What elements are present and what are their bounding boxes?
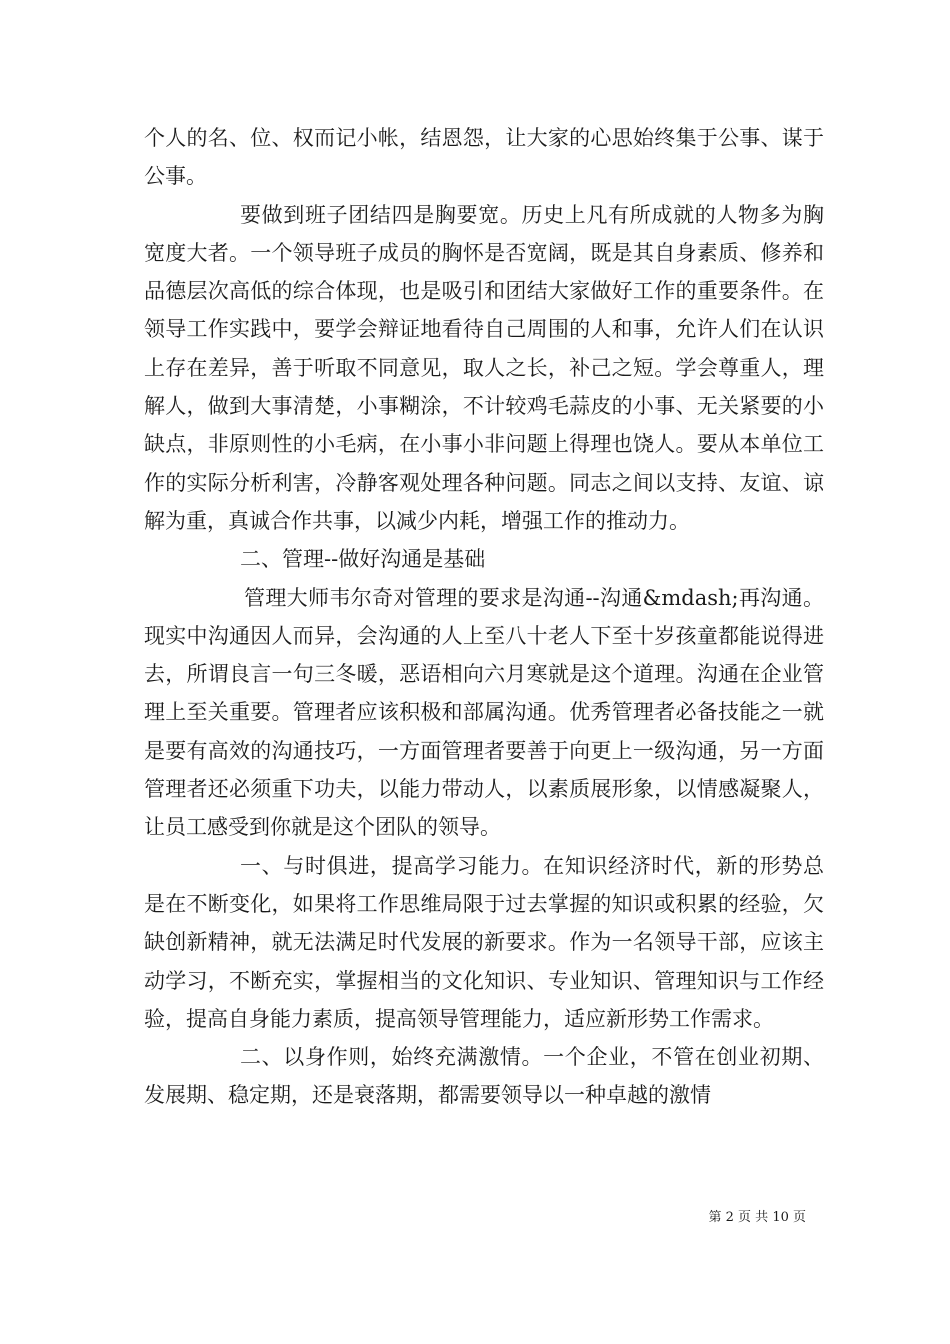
- document-body: [144, 119, 824, 1115]
- page-number-footer: 第 2 页 共 10 页: [708, 1210, 806, 1225]
- section-heading-management: 二、管理--做好沟通是基础: [240, 547, 486, 572]
- paragraph-learning-ability: 一、与时俱进，提高学习能力。在知识经济时代，新的形势总是在不断变化，如果将工作思维局限于过去掌握的知识或积累的经验，欠缺创新精神，就无法满足时代发展的新要求。作为一名领导干部，应该主动学习，不断充实，掌握相当的文化知识、专业知识、管理知识与工作经验，提高自身能力素质，提高领导管理能力，适应新形势工作需求。: [144, 853, 824, 1031]
- paragraph-continuation: 个人的名、位、权而记小帐，结恩怨，让大家的心思始终集于公事、谋于公事。: [144, 126, 824, 189]
- paragraph-broad-mind: 要做到班子团结四是胸要宽。历史上凡有所成就的人物多为胸宽度大者。一个领导班子成员的胸怀是否宽阔，既是其自身素质、修养和品德层次高低的综合体现，也是吸引和团结大家做好工作的重要条件。在领导工作实践中，要学会辩证地看待自己周围的人和事，允许人们在认识上存在差异，善于听取不同意见，取人之长，补己之短。学会尊重人，理解人，做到大事清楚，小事糊涂，不计较鸡毛蒜皮的小事、无关紧要的小缺点，非原则性的小毛病，在小事小非问题上得理也饶人。要从本单位工作的实际分析利害，冷静客观处理各种问题。同志之间以支持、友谊、谅解为重，真诚合作共事，以减少内耗，增强工作的推动力。: [144, 202, 824, 533]
- paragraph-lead-by-example: 二、以身作则，始终充满激情。一个企业，不管在创业初期、发展期、稳定期，还是衰落期，都需要领导以一种卓越的激情: [144, 1045, 824, 1108]
- paragraph-communication: 管理大师韦尔奇对管理的要求是沟通--沟通&mdash;再沟通。现实中沟通因人而异，会沟通的人上至八十老人下至十岁孩童都能说得进去，所谓良言一句三冬暖，恶语相向六月寒就是这个道理。沟通在企业管理上至关重要。管理者应该积极和部属沟通。优秀管理者必备技能之一就是要有高效的沟通技巧，一方面管理者要善于向更上一级沟通，另一方面管理者还必须重下功夫，以能力带动人，以素质展形象，以情感凝聚人，让员工感受到你就是这个团队的领导。: [144, 585, 824, 840]
